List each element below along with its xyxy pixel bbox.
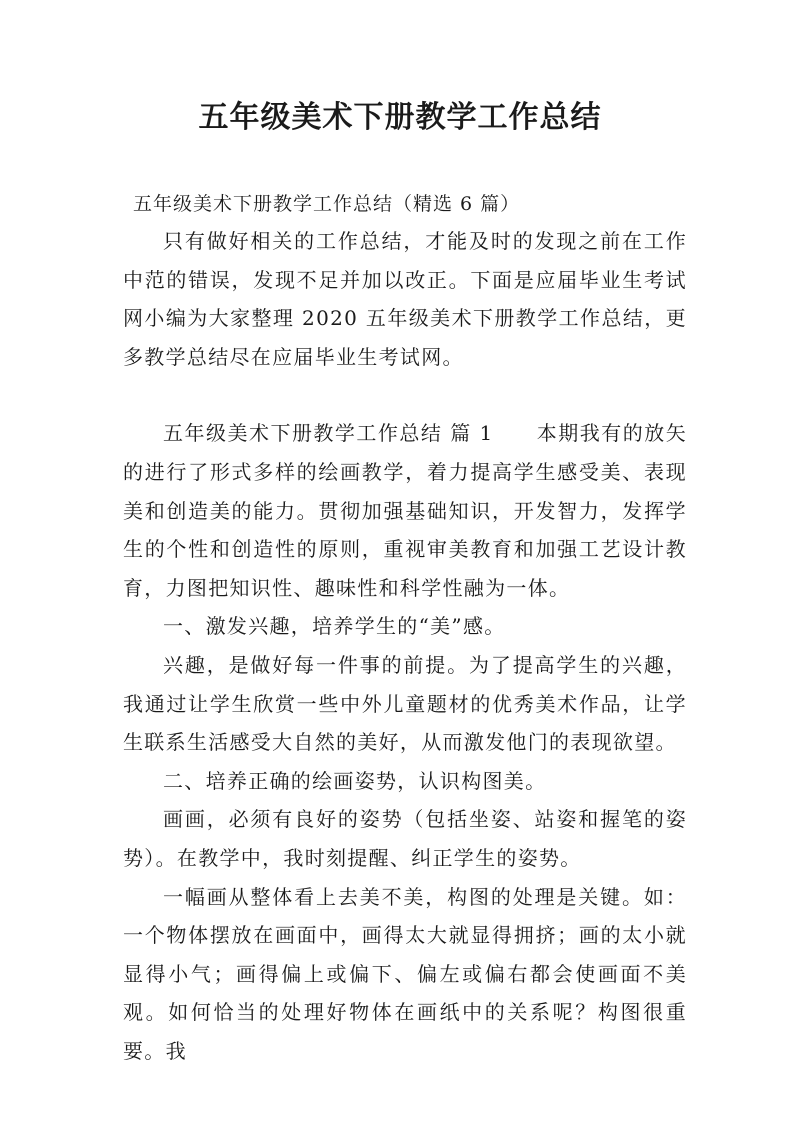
intro-paragraph: 只有做好相关的工作总结，才能及时的发现之前在工作中范的错误，发现不足并加以改正。下面是应届毕业生考试网小编为大家整理 2020 五年级美术下册教学工作总结，更多教学总结尽在应届毕业生考试网。 (123, 229, 687, 369)
section-heading-2: 二、培养正确的绘画姿势，认识构图美。 (163, 768, 547, 793)
article-1-paragraph: 五年级美术下册教学工作总结 篇 1 本期我有的放矢的进行了形式多样的绘画教学，着力提高学生感受美、表现美和创造美的能力。贯彻加强基础知识，开发智力，发挥学生的个性和创造性的原则，重视审美教育和加强工艺设计教育，力图把知识性、趣味性和科学性融为一体。 (123, 421, 687, 600)
section-heading-1: 一、激发兴趣，培养学生的“美”感。 (163, 614, 506, 639)
section-2-paragraph-composition: 一幅画从整体看上去美不美，构图的处理是关键。如：一个物体摆放在画面中，画得太大就显得拥挤；画的太小就显得小气；画得偏上或偏下、偏左或偏右都会使画面不美观。如何恰当的处理好物体在画纸中的关系呢？构图很重要。我 (123, 884, 687, 1063)
document-title: 五年级美术下册教学工作总结 (198, 100, 602, 135)
section-1-paragraph: 兴趣，是做好每一件事的前提。为了提高学生的兴趣，我通过让学生欣赏一些中外儿童题材的优秀美术作品，让学生联系生活感受大自然的美好，从而激发他门的表现欲望。 (123, 652, 687, 755)
document-subtitle: 五年级美术下册教学工作总结（精选 6 篇） (133, 193, 521, 215)
section-2-paragraph-posture: 画画，必须有良好的姿势（包括坐姿、站姿和握笔的姿势）。在教学中，我时刻提醒、纠正学生的姿势。 (123, 807, 687, 870)
document-body (123, 186, 687, 1070)
paragraph-spacer (123, 376, 687, 414)
